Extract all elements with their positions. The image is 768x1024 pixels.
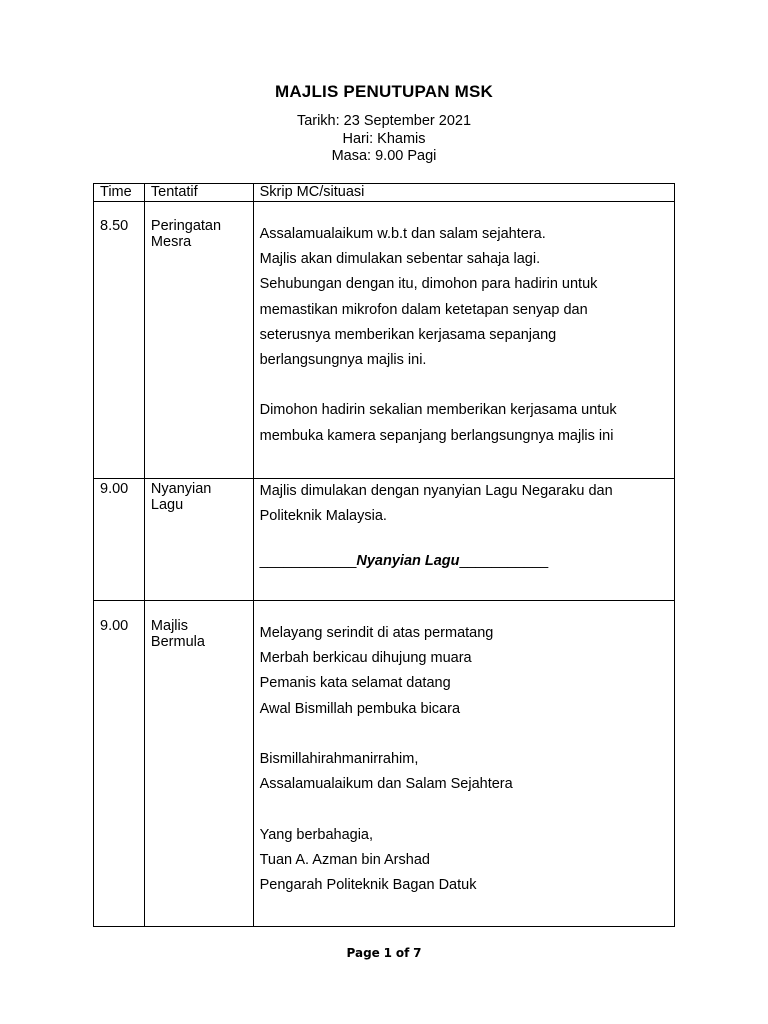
- header-skrip: Skrip MC/situasi: [253, 184, 674, 202]
- tentatif-line: Bermula: [150, 634, 205, 650]
- row-tentatif: [144, 202, 253, 479]
- meta-date: Tarikh: 23 September 2021: [296, 113, 472, 129]
- script-line: Melayang serindit di atas permatang: [259, 625, 494, 641]
- schedule-table: [93, 183, 675, 927]
- marker-text: Nyanyian Lagu: [356, 553, 460, 570]
- row-tentatif: [144, 479, 253, 601]
- song-marker: [260, 549, 668, 574]
- tentatif-line: Peringatan: [150, 218, 222, 234]
- meta-day: Hari: Khamis: [342, 130, 426, 147]
- meta-time: Masa: 9.00 Pagi: [331, 148, 437, 164]
- script-line: Awal Bismillah pembuka bicara: [259, 700, 461, 717]
- row-script: [253, 479, 674, 601]
- document-meta: [0, 113, 768, 166]
- page-footer: [0, 946, 768, 960]
- marker-rule-left: ____________: [259, 553, 357, 570]
- row-time: 9.00: [94, 601, 145, 927]
- table-row: [94, 601, 675, 927]
- script-line: Assalamualaikum dan Salam Sejahtera: [259, 776, 513, 793]
- script-line: Majlis dimulakan dengan nyanyian Lagu Negaraku dan: [259, 483, 613, 499]
- script-line: Yang berbahagia,: [259, 826, 374, 843]
- tentatif-line: Majlis: [150, 618, 188, 634]
- script-line: Merbah berkicau dihujung muara: [259, 650, 472, 667]
- tentatif-line: Lagu: [150, 497, 184, 513]
- header-time: Time: [94, 184, 145, 202]
- script-line: Pemanis kata selamat datang: [259, 675, 451, 692]
- script-line: Politeknik Malaysia.: [259, 508, 387, 525]
- row-time: 9.00: [94, 479, 145, 601]
- footer-page-num: 1: [383, 946, 392, 960]
- footer-page-total: 7: [413, 946, 422, 960]
- script-line: membuka kamera sepanjang berlangsungnya majlis ini: [259, 427, 614, 444]
- script-line: Dimohon hadirin sekalian memberikan kerjasama untuk: [259, 402, 617, 419]
- table-row: [94, 479, 675, 601]
- row-script: [253, 202, 674, 479]
- footer-page-label: Page: [346, 946, 380, 960]
- document-title: MAJLIS PENUTUPAN MSK: [274, 82, 494, 101]
- script-line: memastikan mikrofon dalam ketetapan senyap dan: [259, 301, 588, 318]
- script-line: Sehubungan dengan itu, dimohon para hadirin untuk: [259, 276, 598, 293]
- script-line: berlangsungnya majlis ini.: [259, 352, 427, 369]
- header-tentatif: Tentatif: [144, 184, 253, 202]
- script-line: seterusnya memberikan kerjasama sepanjang: [259, 326, 557, 343]
- script-line: Assalamualaikum w.b.t dan salam sejahtera.: [259, 226, 546, 242]
- footer-of-label: of: [395, 946, 410, 960]
- row-script: [253, 601, 674, 927]
- script-line: Bismillahirahmanirrahim,: [259, 751, 419, 767]
- marker-rule-right: ___________: [459, 553, 549, 570]
- table-header-row: [94, 184, 675, 202]
- table-row: [94, 202, 675, 479]
- row-tentatif: [144, 601, 253, 927]
- script-line: Pengarah Politeknik Bagan Datuk: [259, 877, 477, 893]
- tentatif-line: Mesra: [150, 234, 192, 250]
- script-line: Tuan A. Azman bin Arshad: [259, 851, 430, 868]
- script-line: Majlis akan dimulakan sebentar sahaja lagi.: [259, 251, 541, 268]
- tentatif-line: Nyanyian: [150, 481, 212, 497]
- row-time: 8.50: [94, 202, 145, 479]
